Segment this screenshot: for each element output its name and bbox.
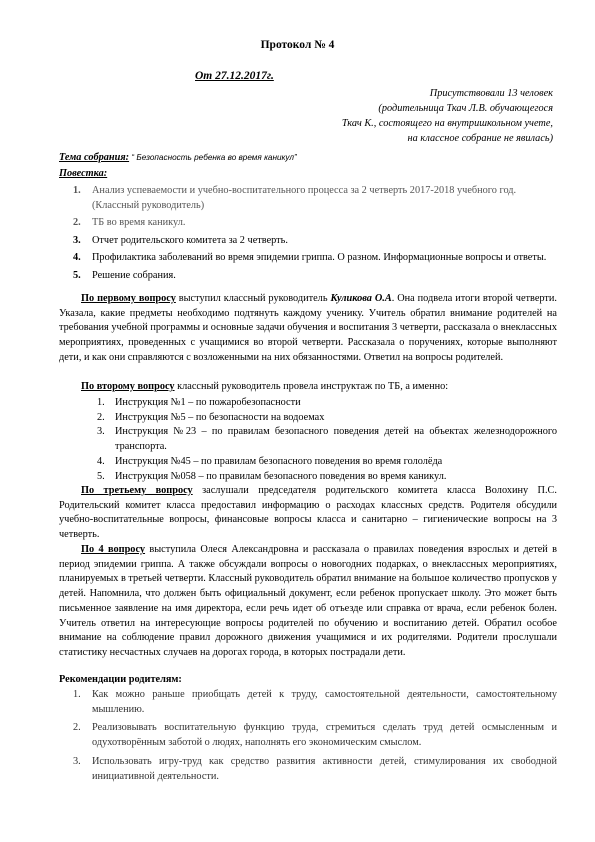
instruction-text: Инструкция №058 – по правилам безопасного поведения во время каникул. <box>115 470 447 482</box>
agenda-item <box>59 251 554 266</box>
instruction-item <box>59 411 557 426</box>
fourth-question-paragraph <box>59 543 557 661</box>
instruction-text: Инструкция №45 – по правилам безопасного поведения во время гололёда <box>115 455 443 467</box>
recommendation-text: Реализовывать воспитательную функцию труда, стремиться сделать труд детей осмысленным и одухотворённым заботой о людях, наполнять его экономическим смыслом. <box>92 722 557 749</box>
instruction-item <box>59 470 557 485</box>
third-question-text: заслушали председателя родительского комитета класса Волохину П.С. Родительский комитет класса предоставил информацию о расходах классных средств. Родителя обсудили учебно-воспитательные вопросы, финансовые вопросы класса и санитарно – гигиенические вопросы на 3 четверть. <box>59 485 557 541</box>
instruction-number: 4. <box>97 455 105 467</box>
agenda-item <box>59 269 554 284</box>
agenda-list <box>59 184 554 286</box>
recommendations-heading: Рекомендации родителям: <box>59 674 182 685</box>
second-question-text: классный руководитель провела инструктаж по ТБ, а именно: <box>174 381 449 392</box>
first-question-lead: По первому вопросу <box>81 293 176 304</box>
instruction-number: 1. <box>97 397 105 408</box>
protocol-title: Протокол № 4 <box>260 39 335 51</box>
attendance-line: (родительница Ткач Л.В. обучающегося <box>378 103 553 114</box>
agenda-item-number: 5. <box>73 269 81 281</box>
recommendation-number: 1. <box>73 689 81 700</box>
agenda-item-text: Отчет родительского комитета за 2 четверть. <box>92 234 288 246</box>
second-question-paragraph <box>59 380 557 395</box>
recommendation-number: 3. <box>73 755 81 767</box>
topic-label: Тема собрания: <box>59 152 130 163</box>
third-question-lead: По третьему вопросу <box>81 485 193 496</box>
recommendation-text: Использовать игру-труд как средство развития активности детей, стимулирования их свободной инициативной деятельности. <box>92 755 557 782</box>
instruction-text: Инструкция №5 – по безопасности на водоемах <box>115 411 325 423</box>
first-question-text-a: выступил классный руководитель <box>175 293 331 304</box>
agenda-item-text: Решение собрания. <box>92 269 176 281</box>
agenda-item-text: Профилактика заболеваний во время эпидемии гриппа. О разном. Информационные вопросы и ответы. <box>92 252 547 263</box>
instruction-number: 5. <box>97 470 105 482</box>
agenda-item-number: 2. <box>73 217 81 228</box>
recommendation-item <box>59 755 557 784</box>
fourth-question-text: выступила Олеся Александровна и рассказала о правилах поведения взрослых и детей в период эпидемии гриппа. А также обсуждали вопросы о новогодних подарках, о внеклассных мероприятиях, планируемых в третьей четверти. Классный руководитель обратил внимание на большое количество пропусков у детей. Напомнила, что должен быть официальный документ, если ребенок пропускает школу. Это может быть письменное заявление на имя директора, если речь идет об отъезде или справка от врача, если ребенок болен. Учитель ответил на интересующие вопросы родителей по обучению и воспитанию детей. Обратил особое внимание на соблюдение правил дорожного движения учащимися и их родителями. Родители прослушали статистику несчастных случаев на дорогах города, в которых пострадали дети. <box>59 544 558 658</box>
fourth-question-lead: По 4 вопросу <box>81 544 146 555</box>
recommendation-item <box>59 721 557 750</box>
first-question-paragraph <box>59 292 557 366</box>
meeting-topic <box>59 152 297 163</box>
recommendations-list <box>59 688 557 788</box>
attendance-note <box>342 86 553 146</box>
attendance-line: на классное собрание не явилась) <box>407 133 553 144</box>
attendance-line: Присутствовали 13 человек <box>429 88 553 99</box>
instruction-number: 2. <box>97 411 105 423</box>
recommendation-item <box>59 688 557 717</box>
second-question-lead: По второму вопросу <box>81 381 175 392</box>
agenda-item <box>59 216 554 231</box>
instruction-item <box>59 425 557 454</box>
agenda-item-number: 1. <box>73 185 81 196</box>
third-question-paragraph <box>59 484 557 543</box>
attendance-line: Ткач К., состоящего на внутришкольном учете, <box>341 118 553 129</box>
protocol-date: От 27.12.2017г. <box>195 70 274 82</box>
agenda-item-text: ТБ во время каникул. <box>92 217 186 228</box>
agenda-item <box>59 184 554 213</box>
agenda-item-text: Анализ успеваемости и учебно-воспитательного процесса за 2 четверть 2017-2018 учебного год. (Классный руководитель) <box>92 185 517 211</box>
instruction-text: Инструкция №1 – по пожаробезопасности <box>115 397 301 408</box>
agenda-item-number: 3. <box>73 234 81 246</box>
instruction-list <box>59 396 557 484</box>
recommendation-number: 2. <box>73 722 81 734</box>
speaker-name: Куликова О.А <box>330 293 392 304</box>
first-question-text-b: . Она подвела итоги второй четверти. Указала, какие предметы необходимо подтянуть каждому ученику. Учитель обратил внимание родителей на требования учебной программы и основные задачи обучения и воспитания 3 четверти, рассказала о внеклассных мероприятиях, проведенных с учащимися во второй четверти. Рассказала о поручениях, которые выполняют дети, и как они справляются с возложенными на них обязанностями. Ответил на вопросы родителей. <box>59 293 557 363</box>
recommendation-text: Как можно раньше приобщать детей к труду, самостоятельной деятельности, самостоятельному мышлению. <box>92 689 557 715</box>
instruction-item <box>59 455 557 470</box>
agenda-item <box>59 234 554 249</box>
instruction-text: Инструкция №23 – по правилам безопасного поведения детей на объектах железнодорожного транспорта. <box>115 426 557 453</box>
instruction-item <box>59 396 557 411</box>
agenda-heading: Повестка: <box>59 168 108 179</box>
instruction-number: 3. <box>97 426 105 438</box>
topic-value: “ Безопасность ребенка во время каникул” <box>129 153 297 162</box>
agenda-item-number: 4. <box>73 252 81 263</box>
